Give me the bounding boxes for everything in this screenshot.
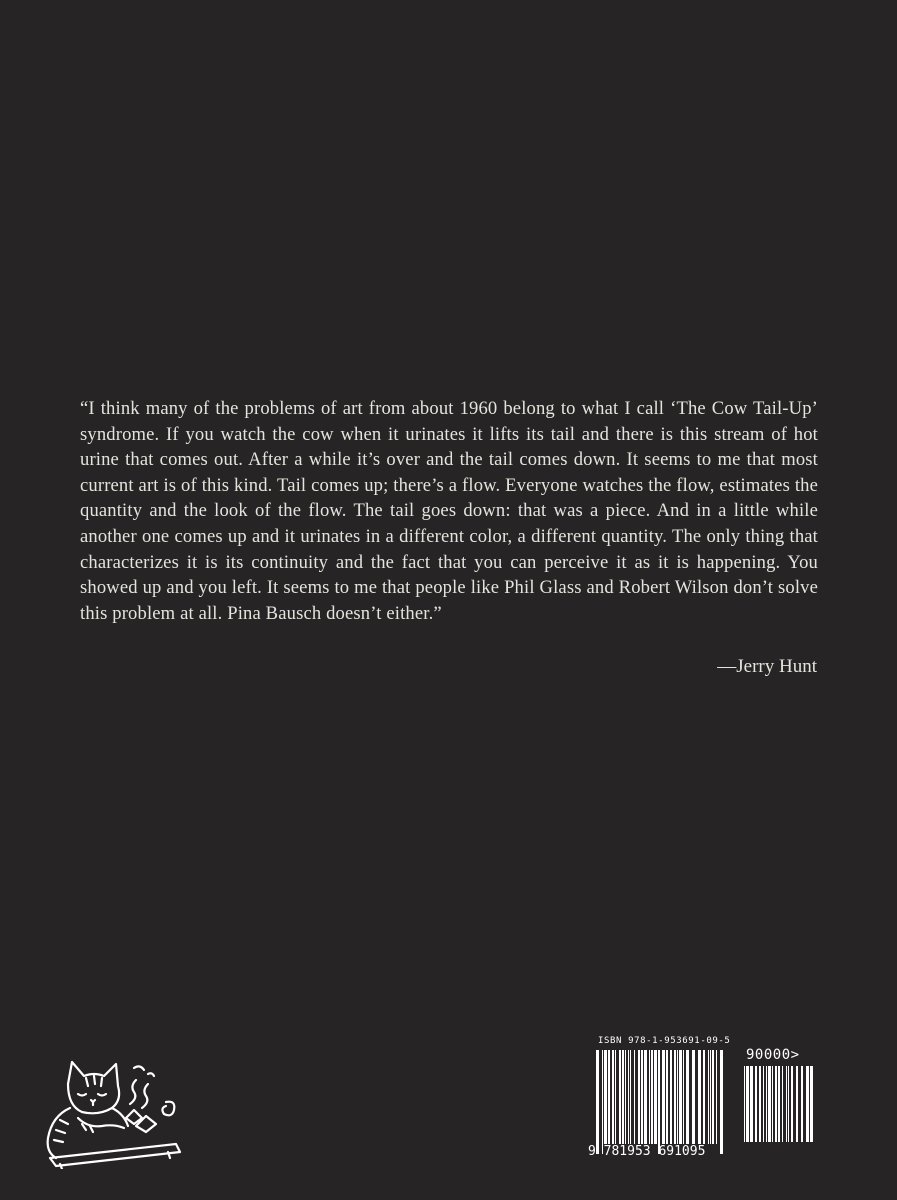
price-code: 90000> [746,1047,800,1063]
barcode-bar [806,1066,809,1142]
barcode-bar [608,1050,610,1144]
barcode-bar [630,1050,631,1144]
barcode-bar [712,1050,714,1144]
barcode-bar [679,1050,682,1144]
barcode-bar [686,1050,689,1144]
quote-attribution: —Jerry Hunt [717,656,817,677]
barcode-bar [628,1050,629,1144]
barcode-bar [772,1066,773,1142]
barcode-bar [615,1050,616,1144]
barcode-bar [766,1066,767,1142]
barcode-bar [698,1050,701,1144]
barcode-bar [708,1050,709,1144]
barcode-bar [775,1066,777,1142]
barcode-bar [791,1066,793,1142]
barcode-bar [810,1066,813,1142]
barcode-bar [763,1066,764,1142]
barcode-bar [744,1066,745,1142]
barcode-bar [638,1050,640,1144]
barcode-bar [759,1066,761,1142]
barcode-bar [662,1050,665,1144]
barcode-bar [625,1050,626,1144]
barcode-bar [755,1066,757,1142]
barcode-bar [750,1066,753,1142]
isbn-barcode [588,1036,828,1166]
barcode-bar [612,1050,614,1144]
barcode-bar [619,1050,621,1144]
barcode-bar [596,1050,599,1154]
isbn-label: ISBN 978-1-953691-09-5 [598,1036,731,1046]
barcode-right-group: 691095 [658,1144,706,1159]
barcode-bar [651,1050,653,1144]
barcode-bar [644,1050,647,1144]
barcode-bar [703,1050,705,1144]
barcode-bar [674,1050,676,1144]
barcode-lead-digit: 9 [588,1144,596,1159]
barcode-bar [683,1050,684,1144]
barcode-bar [692,1050,695,1144]
barcode-bar [649,1050,650,1144]
barcode-bar [604,1050,607,1144]
quote-text: “I think many of the problems of art from about 1960 belong to what I call ‘The Cow Tail-Up’ syndrome. If you watch the cow when it urinates it lifts its tail and there is this stream of hot urine that comes out. After a while it’s over and the tail comes down. It seems to me that most current art is of this kind. Tail comes up; there’s a flow. Everyone watches the flow, estimates the quantity and the look of the flow. The tail goes down: that was a piece. And in a little while another one comes up and it urinates in a different color, a different quantity. The only thing that characterizes it is its continuity and the fact that you can perceive it as it is happening. You showed up and you left. It seems to me that people like Phil Glass and Robert Wilson don’t solve this problem at all. Pina Bausch doesn’t either.” [80,398,818,624]
barcode-bar [641,1050,643,1144]
ean-barcode-bars [588,1050,728,1154]
barcode-bar [654,1050,657,1144]
cat-at-desk-icon [38,1054,188,1169]
barcode-bar [716,1050,717,1144]
barcode-bar [622,1050,624,1144]
barcode-bar [801,1066,803,1142]
barcode-left-group: 781953 [603,1144,651,1159]
barcode-bar [746,1066,749,1142]
barcode-digits [588,1144,705,1159]
barcode-bar [782,1066,783,1142]
barcode-bar [677,1050,678,1144]
barcode-bar [768,1066,771,1142]
barcode-bar [720,1050,723,1154]
barcode-bar [778,1066,780,1142]
barcode-bar [658,1050,660,1154]
barcode-bar [666,1050,668,1144]
addon-barcode-bars [736,1066,818,1152]
barcode-bar [788,1066,789,1142]
barcode-bar [634,1050,635,1144]
barcode-bar [602,1050,603,1154]
barcode-bar [710,1050,711,1144]
barcode-bar [786,1066,787,1142]
barcode-bar [670,1050,672,1144]
barcode-bar [796,1066,798,1142]
